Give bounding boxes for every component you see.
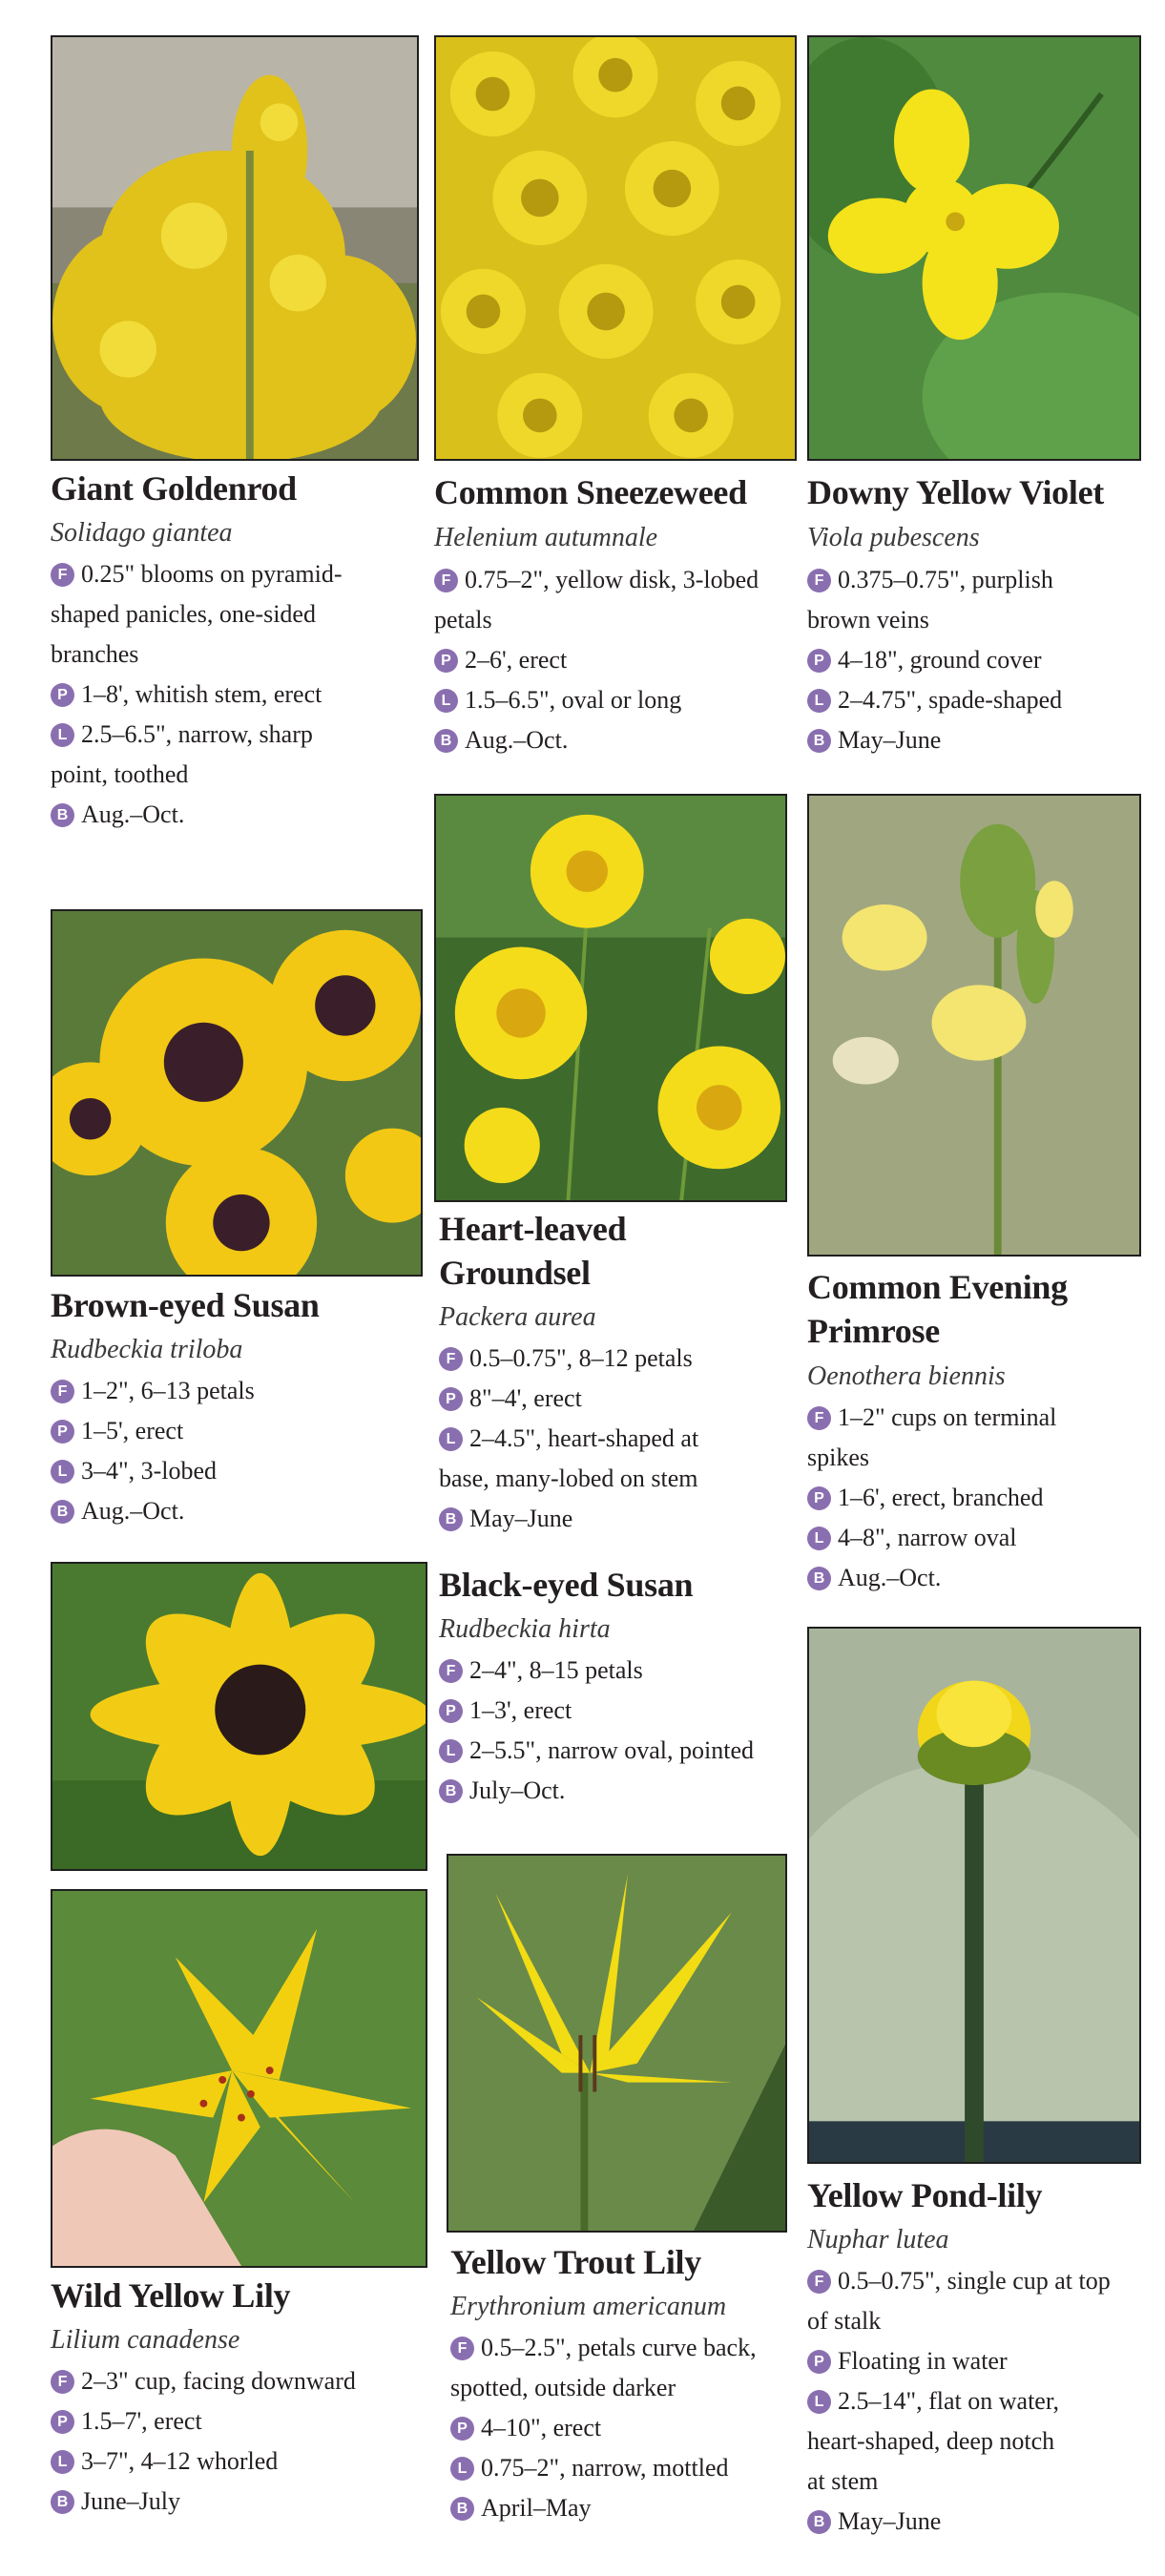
fact-text: 2–6', erect [465,646,568,674]
fact-text: 0.5–2.5", petals curve back, [481,2334,757,2361]
species-name: Downy Yellow Violet [807,473,1104,511]
fact-type-badge: L [450,2457,474,2481]
fact-item [434,720,759,760]
fact-item [807,1518,1056,1558]
photo-yellow-trout-lily [447,1854,787,2233]
fact-type-badge: B [51,803,74,827]
fact-text: 1–5', erect [81,1417,184,1444]
fact-text: shaped panicles, one-sided [51,600,316,628]
species-scientific-name: Helenium autumnale [434,523,658,552]
fact-item [439,1651,754,1691]
fact-type-badge: P [434,649,458,673]
fact-item [450,2328,757,2408]
fact-text: 0.375–0.75", purplish [838,566,1053,593]
fact-item [51,1371,255,1411]
fact-text: 3–7", 4–12 whorled [81,2447,279,2475]
fact-text: 4–18", ground cover [838,646,1042,674]
fact-text: 0.5–0.75", single cup at top [838,2267,1111,2295]
fact-item [807,680,1062,720]
species-scientific-name: Oenothera biennis [807,1361,1006,1391]
species-name: Brown-eyed Susan [51,1286,320,1324]
fact-type-badge: L [434,689,458,713]
fact-item [807,640,1062,680]
fact-item [51,2482,356,2522]
fact-item [434,640,759,680]
fact-item [807,2381,1111,2502]
fact-type-badge: P [807,1486,831,1510]
fact-text: July–Oct. [469,1776,566,1804]
fact-type-badge: P [450,2417,474,2441]
fact-type-badge: B [439,1507,463,1531]
species-name: Black-eyed Susan [439,1566,694,1604]
fact-type-badge: B [807,2510,831,2534]
fact-item [51,1411,255,1451]
fact-text: 1–3', erect [469,1696,572,1724]
fact-text: 2.5–6.5", narrow, sharp [81,720,313,748]
fact-item [434,680,759,720]
fact-list [807,1398,1056,1598]
species-name: Common Sneezeweed [434,473,747,511]
fact-type-badge: L [439,1739,463,1763]
fact-item [807,560,1062,640]
fact-item [439,1499,698,1539]
species-scientific-name: Packera aurea [439,1302,596,1332]
fact-text: 8"–4', erect [469,1384,582,1412]
fact-list [439,1339,698,1539]
fact-type-badge: P [439,1387,463,1411]
fact-item [51,1491,255,1531]
fact-list [434,560,759,760]
fact-text: May–June [469,1505,573,1532]
fact-item [439,1771,754,1811]
species-scientific-name: Nuphar lutea [807,2225,949,2254]
fact-type-badge: P [51,2410,74,2434]
fact-item [51,2361,356,2401]
fact-type-badge: F [450,2337,474,2360]
fact-text: 1.5–7', erect [81,2407,202,2435]
species-name: Yellow Trout Lily [450,2243,701,2281]
fact-item [807,720,1062,760]
fact-text: 2–4.5", heart-shaped at [469,1424,699,1452]
fact-item [51,715,342,795]
fact-type-badge: L [51,1460,74,1484]
photo-black-eyed-susan [51,1562,427,1871]
fact-item [439,1691,754,1731]
fact-text: Floating in water [838,2347,1008,2375]
fact-text: base, many-lobed on stem [439,1465,698,1492]
species-name-line2: Groundsel [439,1254,591,1292]
species-scientific-name: Viola pubescens [807,523,980,552]
fact-item [450,2488,757,2528]
species-name: Giant Goldenrod [51,469,297,508]
fact-item [439,1339,698,1379]
fact-type-badge: F [807,2270,831,2294]
fact-text: May–June [838,2507,942,2535]
photo-common-evening-primrose [807,794,1141,1257]
fact-type-badge: F [439,1347,463,1371]
fact-item [51,2441,356,2482]
fact-type-badge: F [439,1659,463,1683]
fact-text: Aug.–Oct. [81,800,185,828]
fact-text: 4–8", narrow oval [838,1524,1017,1551]
fact-text: 0.75–2", narrow, mottled [481,2454,729,2482]
photo-heart-leaved-groundsel [434,794,787,1202]
fact-type-badge: F [434,569,458,592]
fact-text: 2–4.75", spade-shaped [838,686,1063,714]
fact-text: brown veins [807,606,929,634]
fact-item [807,2502,1111,2542]
fact-list [51,2361,356,2522]
fact-type-badge: P [807,2350,831,2374]
fact-item [807,2261,1111,2341]
species-name: Heart-leaved [439,1210,627,1248]
fact-text: May–June [838,726,942,754]
fact-text: 1–2", 6–13 petals [81,1377,255,1404]
fact-text: 4–10", erect [481,2414,602,2441]
species-name: Common Evening [807,1268,1068,1306]
fact-item [439,1731,754,1771]
fact-type-badge: B [807,1567,831,1590]
fact-type-badge: L [807,2390,831,2414]
fact-type-badge: P [807,649,831,673]
fact-text: 0.5–0.75", 8–12 petals [469,1344,693,1372]
fact-text: 2.5–14", flat on water, [838,2387,1059,2415]
fact-item [439,1419,698,1499]
fact-type-badge: P [51,1420,74,1444]
fact-text: 0.75–2", yellow disk, 3-lobed [465,566,759,593]
fact-type-badge: B [439,1779,463,1803]
fact-type-badge: B [51,2490,74,2514]
fact-type-badge: F [51,2370,74,2394]
photo-giant-goldenrod [51,35,419,461]
fact-type-badge: B [434,729,458,753]
fact-type-badge: B [51,1500,74,1524]
fact-list [807,2261,1111,2542]
fact-text: 0.25" blooms on pyramid- [81,560,343,588]
fact-text: April–May [481,2494,592,2522]
fact-item [51,2401,356,2441]
fact-text: Aug.–Oct. [838,1564,942,1591]
fact-text: 2–4", 8–15 petals [469,1656,643,1684]
fact-item [807,2341,1111,2381]
fact-text: 3–4", 3-lobed [81,1457,218,1485]
fact-item [807,1478,1056,1518]
species-name-line2: Primrose [807,1312,940,1350]
fact-item [439,1379,698,1419]
fact-item [51,675,342,715]
fact-text: June–July [81,2487,180,2515]
fact-text: 1–8', whitish stem, erect [81,680,322,708]
fact-list [807,560,1062,760]
fact-type-badge: L [807,1527,831,1550]
fact-text: spikes [807,1444,869,1471]
species-scientific-name: Lilium canadense [51,2325,240,2355]
fact-type-badge: F [807,569,831,592]
fact-type-badge: F [51,563,74,587]
fact-type-badge: L [439,1427,463,1451]
fact-item [51,554,342,675]
fact-text: point, toothed [51,760,189,788]
fact-type-badge: B [450,2497,474,2521]
fact-type-badge: P [439,1699,463,1723]
fact-text: 2–3" cup, facing downward [81,2367,356,2395]
photo-common-sneezeweed [434,35,797,461]
species-name: Wild Yellow Lily [51,2276,291,2315]
fact-text: Aug.–Oct. [465,726,569,754]
photo-brown-eyed-susan [51,909,423,1277]
fact-text: at stem [807,2467,879,2495]
fact-text: Aug.–Oct. [81,1497,185,1525]
fact-list [450,2328,757,2528]
photo-downy-yellow-violet [807,35,1141,461]
fact-text: petals [434,606,492,634]
fact-text: heart-shaped, deep notch [807,2427,1055,2455]
fact-text: spotted, outside darker [450,2374,676,2401]
fact-item [807,1558,1056,1598]
fact-type-badge: P [51,683,74,707]
fact-type-badge: B [807,729,831,753]
fact-text: 1–2" cups on terminal [838,1403,1057,1431]
fact-item [450,2408,757,2448]
fact-text: of stalk [807,2307,882,2335]
fact-text: branches [51,640,139,668]
fact-item [434,560,759,640]
fact-list [439,1651,754,1811]
species-scientific-name: Erythronium americanum [450,2292,727,2321]
species-scientific-name: Rudbeckia triloba [51,1335,243,1364]
fact-type-badge: L [51,723,74,747]
fact-type-badge: F [51,1380,74,1403]
fact-type-badge: L [51,2450,74,2474]
fact-text: 2–5.5", narrow oval, pointed [469,1736,754,1764]
species-scientific-name: Rudbeckia hirta [439,1614,611,1644]
fact-type-badge: F [807,1406,831,1430]
fact-item [51,1451,255,1491]
fact-type-badge: L [807,689,831,713]
fact-item [450,2448,757,2488]
fact-text: 1–6', erect, branched [838,1484,1044,1511]
photo-yellow-pond-lily [807,1627,1141,2164]
fact-item [51,795,342,835]
photo-wild-yellow-lily [51,1889,427,2268]
fact-list [51,554,342,835]
species-scientific-name: Solidago giantea [51,518,233,548]
fact-item [807,1398,1056,1478]
fact-list [51,1371,255,1531]
species-name: Yellow Pond-lily [807,2176,1043,2214]
fact-text: 1.5–6.5", oval or long [465,686,682,714]
